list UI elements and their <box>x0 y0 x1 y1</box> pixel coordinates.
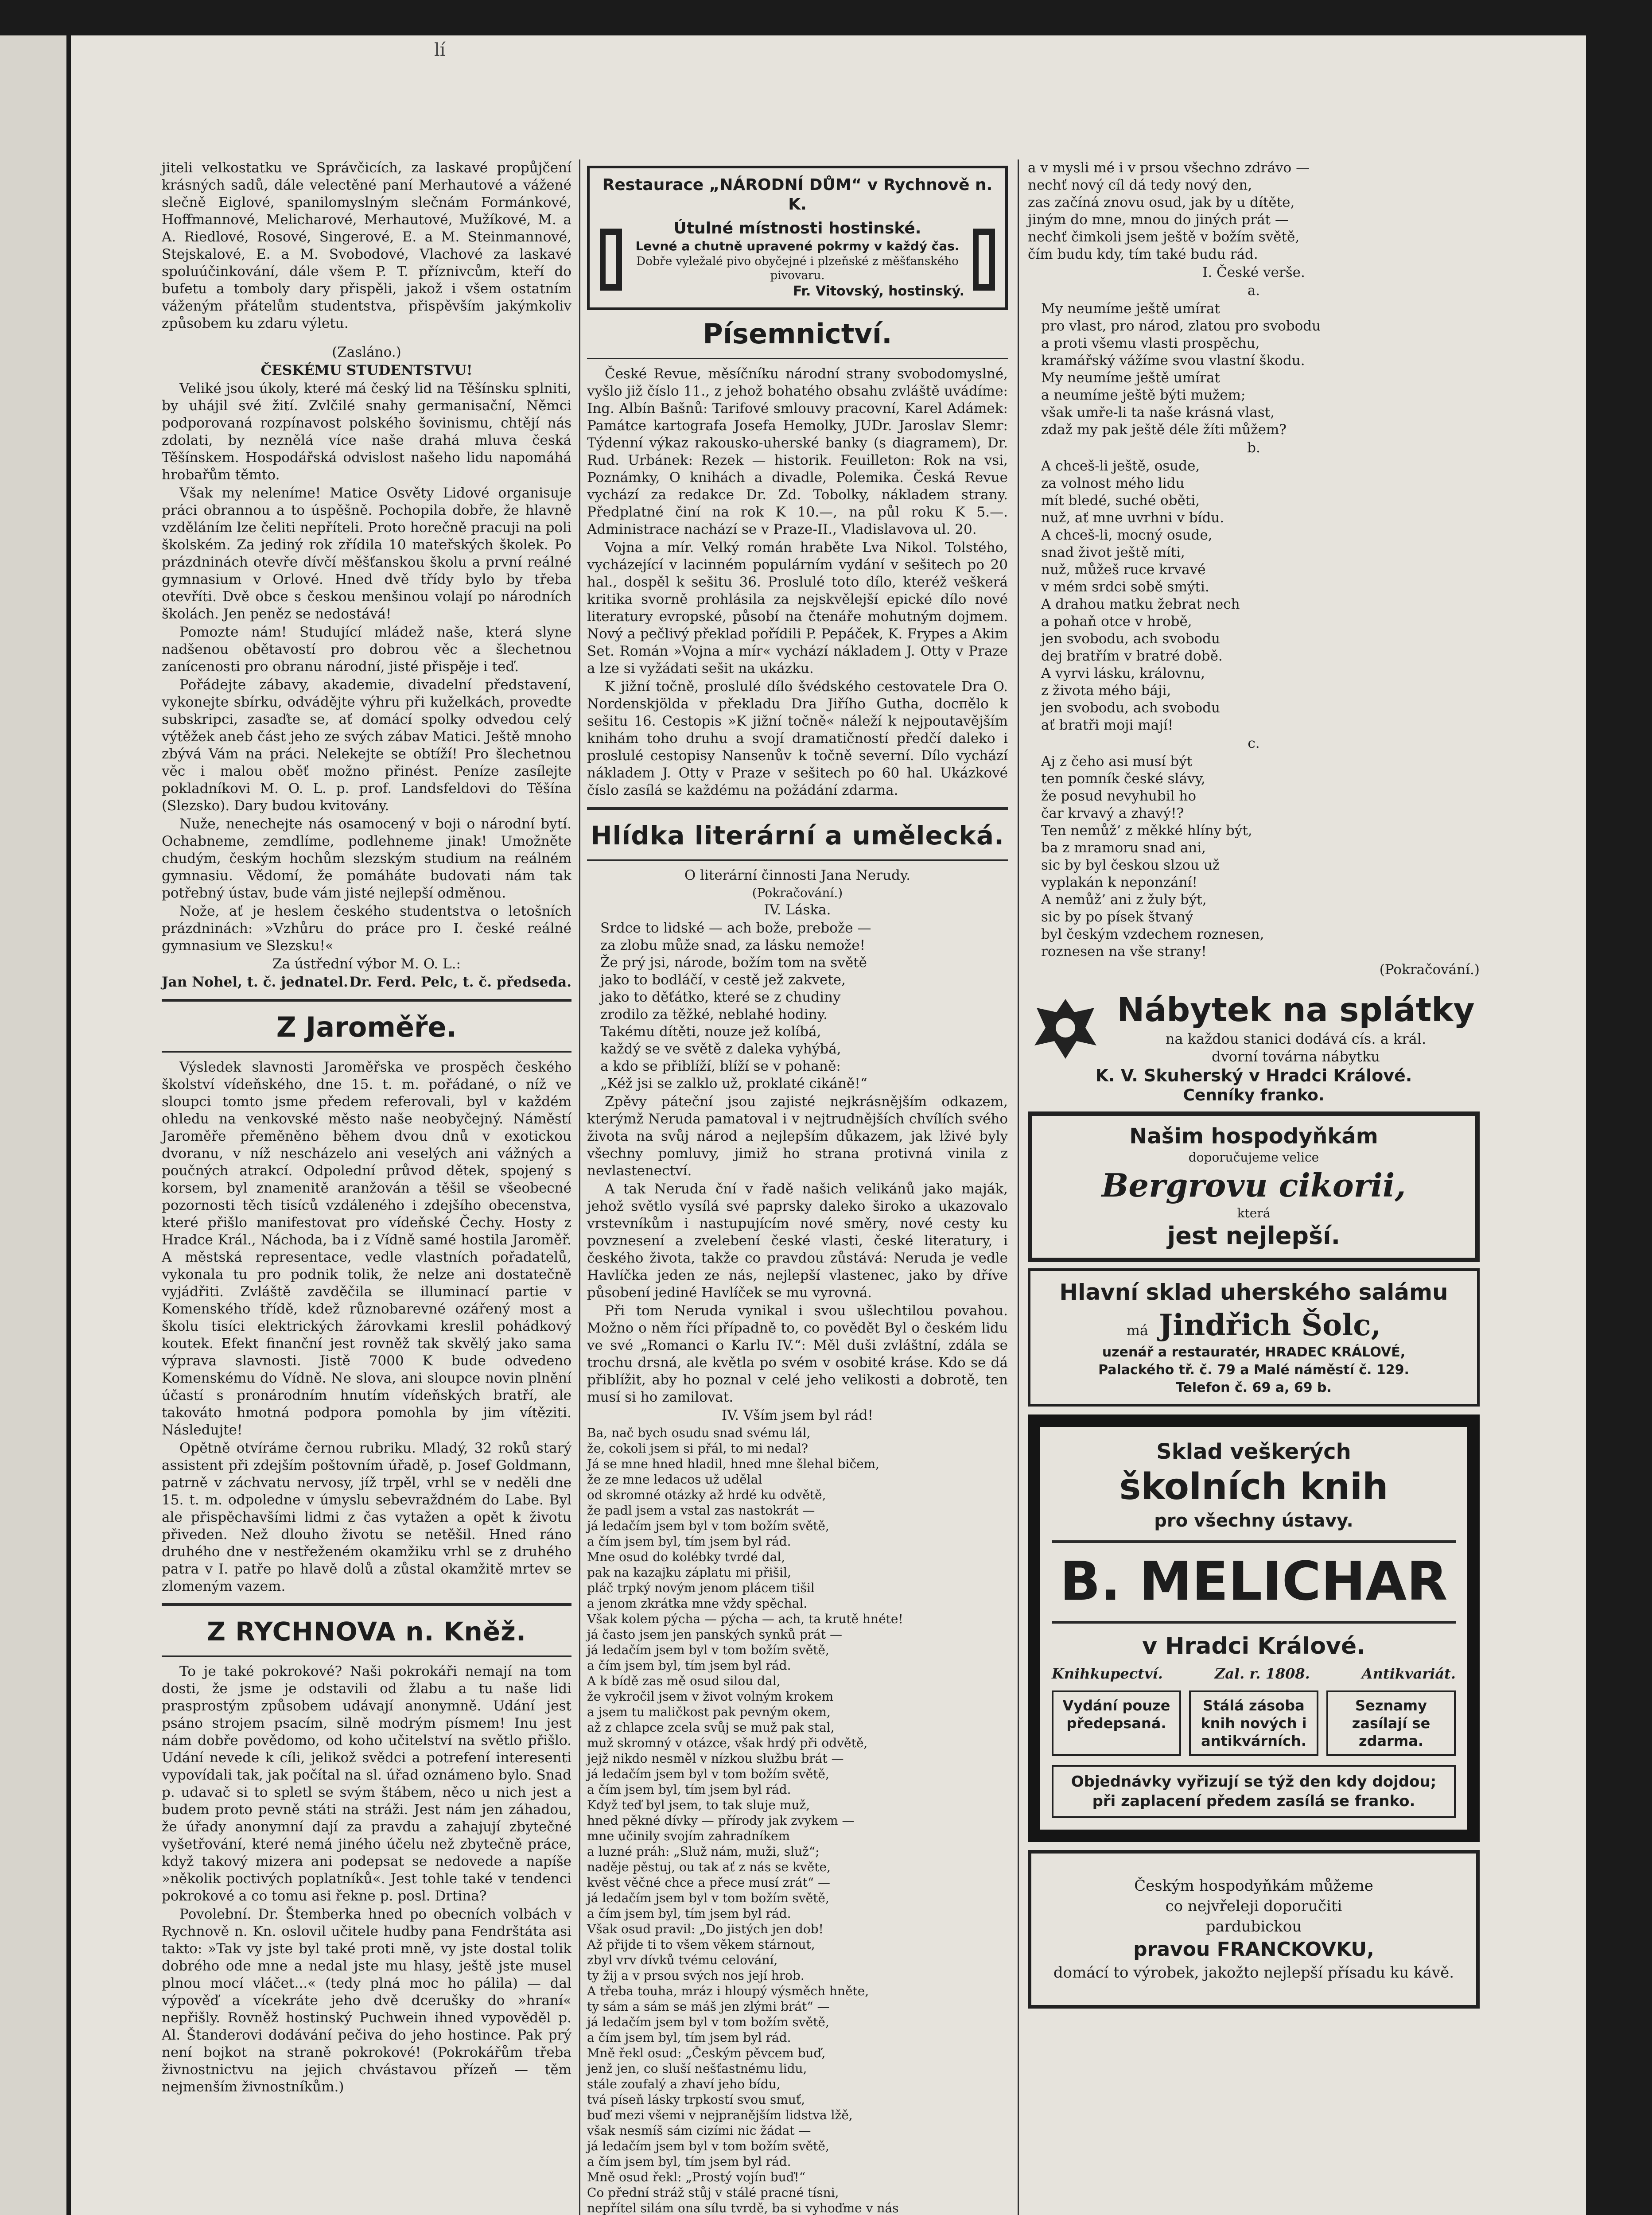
ad-nabytek-line4: Cenníky franko. <box>1183 1086 1325 1104</box>
section-rule <box>162 999 571 1002</box>
article-paragraph: Vojna a mír. Velký román hraběte Lva Nikol. Tolstého, vycházející v lacinném populárním vydání v sešitech po 20 hal., dospěl k sešitu 36. Proslulé toto dílo, kteréž veškerá kritika svorně prohlásila za nejskvělejší epické dílo nové literatury evropské, působí na čtenáře mohutným dojmem. Nový a pečlivý překlad pořídili P. Pepáček, K. Frypes a Akim Set. Román »Vojna a mír« vychází nákladem J. Otty v Praze a lze si vyžádati sešit na ukázku. <box>587 540 1008 676</box>
ad-melichar <box>1028 1414 1480 1842</box>
ad-cikorie <box>1028 1111 1480 1262</box>
ad-melichar-line3: pro všechny ústavy. <box>1154 1511 1353 1531</box>
article-paragraph: Povolební. Dr. Štemberka hned po obecních volbách v Rychnově n. Kn. oslovil učitele hudby pana Fendrštáta asi takto: »Tak vy jste byl také proti mně, vy jste dostal tolik dobrého ode mne a nedal jste mu hlasy, ještě jste musel plnou mocí vláčet...« (tedy plná moc ho pálila) — dal výpověď a vícekráte jeho dvě dcerušky do »hraní« nepřišly. Rovněž hostinský Puchwein ihned vypověděl p. Al. Štanderovi dodávání pečiva do jeho hostince. Pak prý není bojkot na straně pokrokové! (Pokrokářům třeba živnostnictvu na jejich chvástavou přízeň — těm nejmenším živnostníkům.) <box>162 1906 571 2095</box>
page-mark: lí <box>434 40 446 60</box>
article-paragraph: Pořádejte zábavy, akademie, divadelní představení, vykonejte sbírku, odvádějte výhru při kuželkách, provedte subskripci, zasaďte se, ať domácí spolky odvedou celý výtěžek aneb část jeho ze svých zábav Matici. Ještě mnoho zbývá Vám na práci. Nelekejte se obtíží! Pro šlechetnou věc i malou oběť možno přinést. Peníze zasílejte pokladníkovi M. O. L. p. prof. Landsfeldovi do Těšína (Slezsko). Dary budou kvitovány. <box>162 677 571 814</box>
ad-salam-line1: uzenář a restauratér, HRADEC KRÁLOVÉ, <box>1102 1345 1406 1360</box>
article-paragraph: To je také pokrokové? Naši pokrokáři nemají na tom dosti, že jsme je odstavili od žlabu a tu naše lidi prasprostým způsobem udávají anonymně. Udání jest psáno strojem psacím, silně modrým písmem! Inu jest nám dobře povědomo, od koho učitelství na světlo přišlo. Udání nevede k cíli, jelikož svědci a potrefení interesenti vypovídali tak, jak počítal na sl. úřad oznámeno bylo. Snad p. udavač si to spletl se svým štábem, něco u nich jest a budem proto pevně státi na stráži. Jest nám jen záhadou, že úřady anonymní dají za pravdu a zahajují zbytečné vyšetřování, které nemá jiného účelu než zbytečně práce, když takový mizera ani podepsat se nedovede a napíše »několik poctivých poplatníků«. Jest tohle také v tendenci pokrokové a co tomu asi řekne p. posl. Drtina? <box>162 1663 571 1904</box>
verse-letter: c. <box>1248 735 1260 751</box>
committee-line: Za ústřední výbor M. O. L.: <box>272 956 461 972</box>
column-divider <box>1018 159 1019 2215</box>
ad-franck-line1: Českým hospodyňkám můžeme <box>1134 1877 1373 1895</box>
ad-salam-name: Jindřich Šolc, <box>1159 1308 1381 1342</box>
ad-restaurace-line2: Levné a chutně upravené pokrmy v každý čas. <box>635 239 960 253</box>
section-rule <box>162 1655 571 1657</box>
ad-franck-line3: pardubickou <box>1205 1918 1302 1935</box>
ad-cikorie-line4: jest nejlepší. <box>1167 1222 1341 1250</box>
ornament-icon <box>598 226 624 293</box>
section-title-rychnov: Z RYCHNOVA n. Kněž. <box>207 1617 526 1647</box>
left-page-edge <box>0 35 66 2215</box>
article-paragraph: Pomozte nám! Studující mládež naše, která slyne nadšenou obětavostí pro dobrou věc a šlechetnou zanícenosti pro obranu národní, jisté přispěje i teď. <box>162 624 571 675</box>
ad-restaurace <box>587 166 1008 310</box>
verse-letter: b. <box>1247 440 1260 456</box>
section-rule <box>1052 1540 1456 1543</box>
ad-nabytek-line1: na každou stanici dodává cís. a král. <box>1165 1030 1427 1047</box>
ad-salam-line2: Palackého tř. č. 79 a Malé náměstí č. 129. <box>1098 1362 1409 1378</box>
ad-melichar-box: Stálá zásoba knih nových i antikvárních. <box>1189 1690 1318 1756</box>
ad-cikorie-product: Bergrovu cikorii, <box>1101 1166 1406 1204</box>
article-paragraph: Při tom Neruda vynikal i svou ušlechtilou povahou. Možno o něm říci případně to, co povědět Byl o českém lidu ve své „Romanci o Karlu IV.“: Měl duši zvláštní, zdála se trochu drsná, ale květla po svém v osobité kráse. Kdo se dá přiblížit, aby ho poznal v celé jeho velikosti a dobrotě, ten musí si ho zamilovat. <box>587 1303 1008 1405</box>
ad-melichar-box: Seznamy zasílají se zdarma. <box>1326 1690 1456 1756</box>
continuation-note: (Pokračování.) <box>1379 962 1480 978</box>
neruda-title: O literární činnosti Jana Nerudy. <box>684 867 911 883</box>
signature-right: Dr. Ferd. Pelc, t. č. předseda. <box>349 974 571 990</box>
column-divider <box>579 159 580 2215</box>
ad-cikorie-line3: která <box>1237 1206 1271 1220</box>
section-rule <box>162 1603 571 1606</box>
ad-melichar-line2: školních knih <box>1119 1466 1388 1508</box>
ad-cikorie-line2: doporučujeme velice <box>1188 1150 1319 1165</box>
section-title-pisemnictvi: Písemnictví. <box>703 318 892 350</box>
ad-restaurace-title: Restaurace „NÁRODNÍ DŮM“ v Rychnově n. K. <box>602 176 993 214</box>
ad-melichar-city: v Hradci Králové. <box>1142 1633 1365 1659</box>
article-paragraph: Však my neleníme! Matice Osvěty Lidové organisuje práci obrannou a to úspěšně. Pochopila dobře, že hlavně vzděláním lze čeliti nepříteli. Proto horečně pracuji na poli školském. Za jediný rok zřídila 10 mateřských školek. Po prázdninách otevře dívčí měšťanskou školu a první reálné gymnasium v Orlové. Hned dvě třídy bylo by třeba otevříti. Dvě obce s českou menšinou volají po národních školách. Jen peněz se nedostává! <box>162 485 571 622</box>
poem-c: Aj z čeho asi musí být ten pomník české slávy, že posud nevyhubil ho čar krvavý a zhavý!? Ten nemůž’ z měkké hlíny být, ba z mramoru snad ani, sic by byl českou slzou už vyplakán k neponzání! A nemůž’ ani z žuly být, sic by po písek štvaný byl českým vzdechem roznesen, roznesen na vše strany! <box>1041 754 1264 960</box>
eagle-emblem-icon <box>1028 990 1103 1065</box>
section-title-jaromer: Z Jaroměře. <box>276 1011 457 1043</box>
ad-restaurace-line3: Dobře vyležalé pivo obyčejné i plzeňské z měšťanského pivovaru. <box>636 255 959 282</box>
ad-salam <box>1028 1268 1480 1407</box>
section-rule <box>587 859 1008 861</box>
student-appeal-heading: ČESKÉMU STUDENTSTVU! <box>260 362 473 378</box>
neruda-continuation: (Pokračování.) <box>752 886 843 900</box>
article-paragraph: Výsledek slavnosti Jaroměřska ve prospěch českého školství vídeňského, dne 15. t. m. pořádané, o níž ve sloupci tomto jsme předem referovali, byl v každém ohledu na venkovské město naše neobyčejný. Náměstí Jaroměře přeměněno během dvou dnů v exotickou dvoranu, v níž nescházelo ani veselých ani vážných a poučných atrakcí. Odpolední průvod dětek, spojený s korsem, byl znamenitě aranžován a těšil se všeobecné pozornosti těch tisíců vzdáleného i zdejšího obecenstva, které přišlo manifestovat pro vídeňské Čechy. Hosty z Hradce Král., Náchoda, ba i z Vídně samé hostila Jaroměř. A městská representace, vedle vlastních pořadatelů, vykonala tu pro podnik tolik, že nelze ani dostatečně vyjádřiti. Zvláště zavděčila se illuminací partie v Komenského třídě, kdež různobarevné ozářený most a školu tisíci elektrických žárovkami kreslil pohádkový koutek. Efekt finanční jest rovněž tak skvělý jako sama výprava slavnosti. Jistě 7000 K bude odvedeno Komenskému do Vídně. Ne slova, ani sloupce novin plnění účastí s pronárodním hnutím vídeňských bratří, ale takováto hmotná podpora pomohla by jim vítěziti. Následujte! <box>162 1059 571 1438</box>
verse-letter: a. <box>1247 283 1260 299</box>
poem-b: A chceš-li ještě, osude, za volnost mého lidu mít bledé, suché oběti, nuž, ať mne uvrhni v bídu. A chceš-li, mocný osude, snad život ještě míti, nuž, můžeš ruce krvavé v mém srdci sobě smýti. A drahou matku žebrat nech a pohaň otce v hrobě, jen svobodu, ach svobodu dej bratřím v bratré době. A vyrvi lásku, královnu, z života mého báji, jen svobodu, ach svobodu ať bratři moji mají! <box>1041 458 1240 733</box>
poem-a: My neumíme ještě umírat pro vlast, pro národ, zlatou pro svobodu a proti všemu vlasti prospěchu, kramářský vážíme svou vlastní škodu. My neumíme ještě umírat a neumíme ještě býti mužem; však umře-li ta naše krásná vlast, zdaž my pak ještě déle žíti můžem? <box>1041 301 1321 438</box>
section-rule <box>587 358 1008 359</box>
ad-melichar-k3: Antikvariát. <box>1361 1665 1456 1682</box>
column-left <box>162 159 571 2097</box>
ad-melichar-box: Vydání pouze předepsaná. <box>1052 1690 1181 1756</box>
ad-melichar-k1: Knihkupectví. <box>1052 1665 1163 1682</box>
ad-nabytek-line3: K. V. Skuherský v Hradci Králové. <box>1095 1066 1412 1085</box>
article-paragraph: České Revue, měsíčníku národní strany svobodomyslné, vyšlo již číslo 11., z jehož bohatého obsahu zvláště uvádíme: Ing. Albín Bašnů: Tarifové smlouvy pracovní, Karel Adámek: Památce kartografa Josefa Hemolky, JUDr. Jaroslav Slemr: Týdenní výkaz rakousko-uherské banky (s diagramem), Dr. Rud. Urbánek: Rezek — historik. Feuilleton: Rok na vsi, Poznámky, O knihách a divadle, Polemika. Česká Revue vychází za redakce Dr. Zd. Tobolky, nákladem strany. Předplatné činí na rok K 10.—, na půl roku K 5.—. Administrace nachází se v Praze-II., Vladislavova ul. 20. <box>587 366 1008 537</box>
intro-paragraph: jiteli velkostatku ve Správčicích, za laskavé propůjčení krásných sadů, dále velectěné paní Merhautové a vážené slečně Eiglové, spanilomyslným slečnám Formánkové, Hoffmannové, Melicharové, Merhautové, Mužíkové, M. a A. Riedlové, Rosové, Singerové, E. a M. Steinmannové, Stejskalové, E. a M. Svobodové, Vlachové za laskavé spoluúčinkování, dále všem P. T. příznivcům, kteří do bufetu a tomboly dary přispěli, jakož i všem ostatním váženým přátelům studentstva, přispěvším jakýmkoliv způsobem ku zdaru výletu. <box>162 160 571 331</box>
poem-vsim: Ba, nač bych osudu snad svému lál, že, cokoli jsem si přál, to mi nedal? Já se mne hned hladil, hned mne šlehal bičem, že ze mne ledacos už udělal od skromné otázky až hrdé ku odvětě, že padl jsem a vstal zas nastokrát — já ledačím jsem byl v tom božím světě, a čím jsem byl, tím jsem byl rád. Mne osud do kolébky tvrdé dal, pak na kazajku záplatu mi přišil, pláč trpký novým jenom plácem tišil a jenom zkrátka mne vždy spěchal. Však kolem pýcha — pýcha — ach, ta krutě hnéte! já často jsem jen panských synků prát — já ledačím jsem byl v tom božím světě, a čím jsem byl, tím jsem byl rád. A k bídě zas mě osud silou dal, že vykročil jsem v život volným krokem a jsem tu maličkost pak pevným okem, až z chlapce zcela svůj se muž pak stal, muž skromný v otázce, však hrdý při odvětě, jejž nikdo nesměl v nízkou službu brát — já ledačím jsem byl v tom božím světě, a čím jsem byl, tím jsem byl rád. Když teď byl jsem, to tak sluje muž, hned pěkné dívky — přírody jak zvykem — mne učinily svojím zahradníkem a luzné práh: „Služ nám, muži, služ“; naděje pěstuj, ou tak ať z nás se květe, kvěst věčné chce a přece musí zrát“ — já ledačím jsem byl v tom božím světě, a čím jsem byl, tím jsem byl rád. Však osud pravil: „Do jistých jen dob! Až přijde ti to všem věkem stárnout, zbyl vrv dívků tvému celování, ty žij a v prsou svých nos její hrob. A třeba touha, mráz i hloupý výsměch hněte, ty sám a sám se máš jen zlými brát“ — já ledačím jsem byl v tom božím světě, a čím jsem byl, tím jsem byl rád. Mně řekl osud: „Českým pěvcem buď, jenž jen, co sluší nešťastnému lidu, stále zoufalý a zhaví jeho bídu, tvá píseň lásky trpkostí svou smuť, buď mezi všemi v nejpranějším lidstva lžě, však nesmíš sám cizími nic žádat — já ledačím jsem byl v tom božím světě, a čím jsem byl, tím jsem byl rád. Mně osud řekl: „Prostý vojín buď!“ Co přední stráž stůj v stálé pracné tísni, nepřítel silám ona sílu tvrdě, ba si vyhoďme v nás <box>587 1426 903 2215</box>
signatures <box>162 974 571 991</box>
column-middle <box>587 159 1008 2215</box>
ad-melichar-k2: Zal. r. 1808. <box>1214 1665 1310 1682</box>
zaslano-note: (Zasláno.) <box>332 344 401 360</box>
vsim-title: IV. Vším jsem byl rád! <box>721 1407 874 1423</box>
ad-franck-line5: domácí to výrobek, jakožto nejlepší přísadu ku kávě. <box>1053 1964 1454 1982</box>
poem-laska: Srdce to lidské — ach bože, prebože — za zlobu může snad, za lásku nemože! Že prý jsi, národe, božím tom na světě jako to bodláčí, v cestě jež zakvete, jako to děťátko, které se z chudiny zrodilo za těžké, neblahé hodiny. Takému dítěti, nouze jež kolíbá, každý se ve světě z daleka vyhýbá, a kdo se přiblíží, blíží se v pohaně: „Kéž jsi se zalklo už, proklaté cikáně!“ <box>600 920 871 1092</box>
article-paragraph: Nuže, nenechejte nás osamocený v boji o národní bytí. Ochabneme, zemdlíme, podlehneme jinak! Umožněte chudým, českým hochům slezským studium na reálném gymnasiu. Vědomí, že pomáháte budovati nám tak potřebný ústav, bude vám jisté nejlepší odměnou. <box>162 816 571 901</box>
ad-franck-line4: pravou FRANCKOVKU, <box>1133 1938 1374 1961</box>
ad-cikorie-line1: Našim hospodyňkám <box>1129 1124 1378 1149</box>
section-rule <box>1052 1621 1456 1624</box>
ornament-icon <box>971 226 997 293</box>
article-paragraph: K jižní točně, proslulé dílo švédského cestovatele Dra O. Nordenskjölda v překladu Dra Jiřího Gutha, doспělo k sešitu 16. Cestopis »K jižní točně« náleží k nejpoutavějším knihám toho druhu a svojí dramatičností předčí daleko i proslulé cestopisy Nansenův k točně severní. Dílo vychází nákladem J. Otty v Praze v sešitech po 60 hal. Ukázkové číslo zasílá se každému na požádání zdarma. <box>587 679 1008 798</box>
section-rule <box>587 807 1008 810</box>
poem-top: a v mysli mé i v prsou všechno zdrávo — nechť nový cíl dá tedy nový den, zas začíná znovu osud, jak by u dítěte, jiným do mne, mnou do jiných prát — nechť čimkoli jsem ještě v božím světě, čím budu kdy, tím také budu rád. <box>1028 160 1310 262</box>
article-paragraph: Nože, ať je heslem českého studentstva o letošních prázdninách: »Vzhůru do práce pro I. české reálné gymnasium ve Slezsku!« <box>162 903 571 954</box>
column-right <box>1028 159 1480 2015</box>
ad-nabytek-title: Nábytek na splátky <box>1117 991 1475 1029</box>
verse-title: I. České verše. <box>1202 264 1305 280</box>
ad-restaurace-owner: Fr. Vitovský, hostinský. <box>793 284 964 299</box>
article-paragraph: Zpěvy páteční jsou zajisté nejkrásnějším odkazem, kterýmž Neruda pamatoval i v nejtrudnějších chvílích svého života na svůj národ a nejlepším důkazem, jak lživé byly všechny pomluvy, jimiž ho strana protivná vinila z nevlastenectví. <box>587 1094 1008 1179</box>
article-paragraph: Opětně otvíráme černou rubriku. Mladý, 32 roků starý assistent při zdejším poštovním úřadě, p. Josef Goldmann, patrně v záchvatu nervosy, jíž trpěl, vrhl se v neděli dne 15. t. m. odpoledne v úmyslu sebevraždném do Labe. Byl ale přispěchavšími lidmi z čas vytažen a opět k životu přiveden. Než dlouho životu se netěšil. Hned ráno druhého dne v nestřeženém okamžiku vrhl se z druhého patra v I. patře po hlavě dolů a zůstal okamžitě mrtev se zlomeným vazem. <box>162 1440 571 1594</box>
article-paragraph: Veliké jsou úkoly, které má český lid na Těšínsku splniti, by uhájil své žití. Zvlčilé snahy germanisační, Němci podporovaná rozpínavost polského šovinismu, chtějí nás zdolati, by neznělá více naše drahá mluva česká Těšínskem. Hospodářská odvislost našeho lidu napomáhá hrobařům těmto. <box>162 381 571 483</box>
article-paragraph: A tak Neruda ční v řadě našich velikánů jako maják, jehož světlo vysílá své paprsky daleko široko a ukazovalo vrstevníkům i nastupujícím nové směry, nové cesty ku povznesení a zvelebení české vlasti, české literatury, i českého života, takže co pravdou zůstává: Neruda je vedle Havlíčka jeden ze nás, nejlepší vlastenec, jako by dříve působení jediné Havlíček se mu vyrovná. <box>587 1181 1008 1301</box>
ad-salam-line3: Telefon č. 69 a, 69 b. <box>1176 1380 1332 1395</box>
ad-melichar-name: B. MELICHAR <box>1060 1551 1448 1613</box>
ad-nabytek <box>1028 990 1480 1065</box>
ad-nabytek-line2: dvorní továrna nábytku <box>1212 1048 1380 1065</box>
ad-restaurace-line1: Útulné místnosti hostinské. <box>673 219 921 237</box>
section-title-hlidka: Hlídka literární a umělecká. <box>591 820 1004 851</box>
signature-left: Jan Nohel, t. č. jednatel. <box>162 974 348 990</box>
ad-melichar-line1: Sklad veškerých <box>1156 1439 1351 1464</box>
section-rule <box>162 1051 571 1053</box>
ad-franck-line2: co nejvřeleji doporučiti <box>1165 1897 1342 1915</box>
ad-salam-ma: má <box>1126 1322 1149 1339</box>
ad-melichar-footer: Objednávky vyřizují se týž den kdy dojdou; při zaplacení předem zasílá se franko. <box>1052 1765 1456 1818</box>
ad-franck <box>1028 1850 1480 2009</box>
ad-salam-title: Hlavní sklad uherského salámu <box>1059 1279 1448 1305</box>
laska-title: IV. Láska. <box>764 902 831 918</box>
